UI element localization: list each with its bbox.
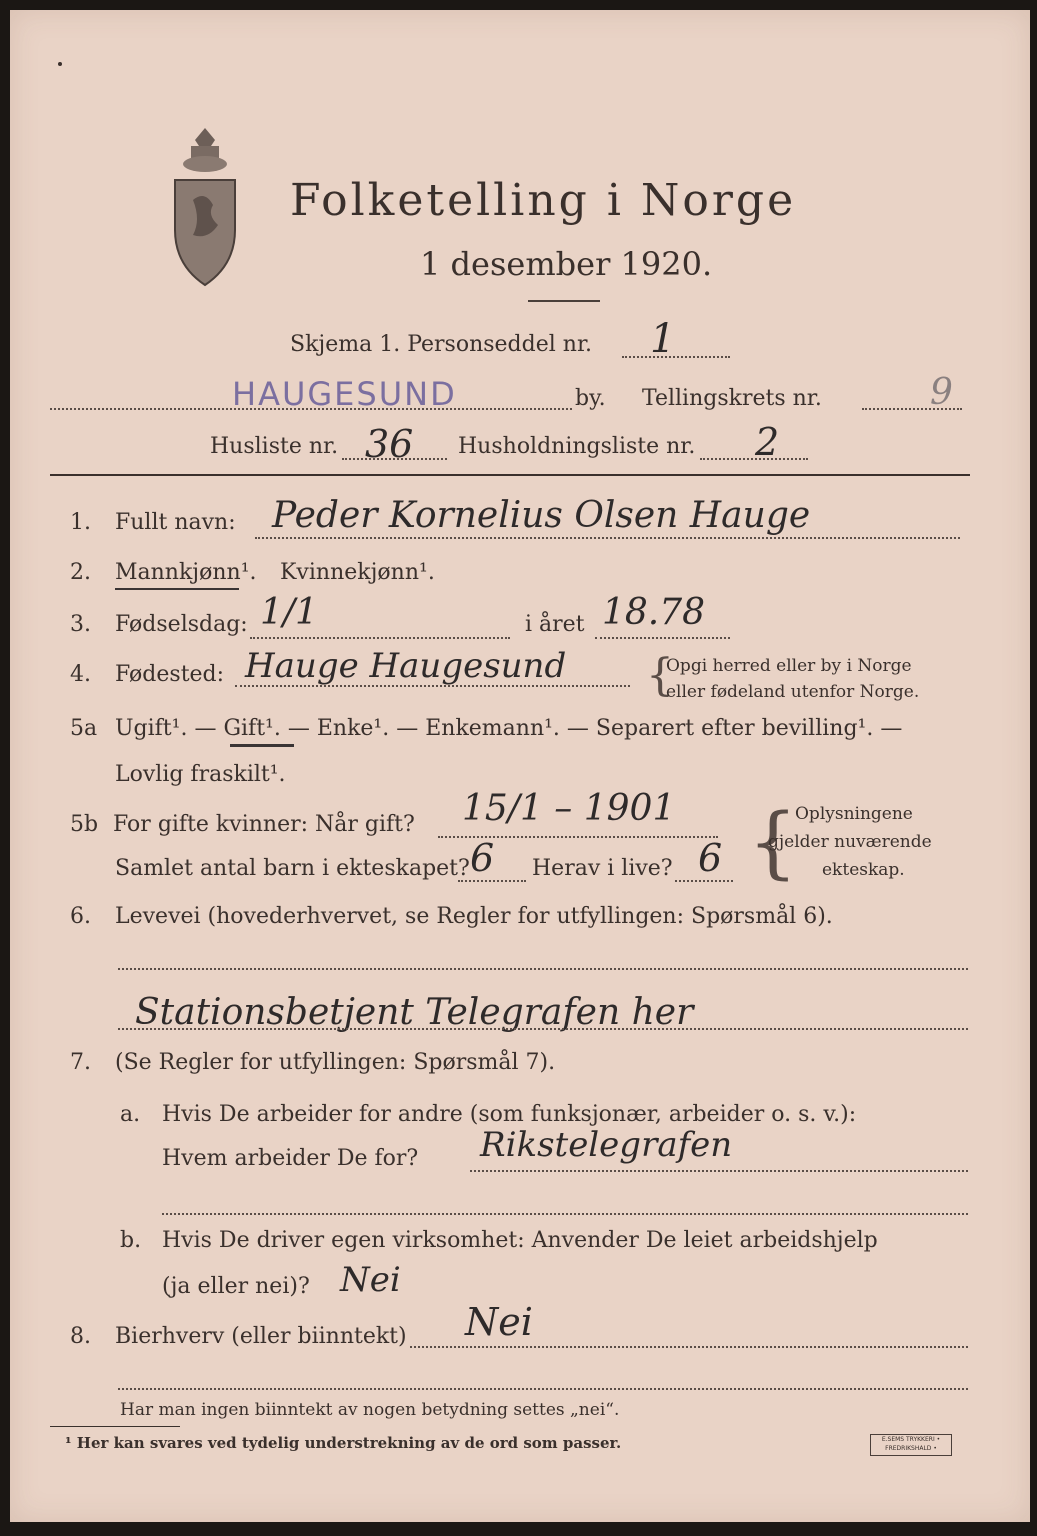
q4-note-line2: eller fødeland utenfor Norge. xyxy=(666,682,920,702)
side-income-field[interactable] xyxy=(410,1346,968,1348)
census-date: 1 desember 1920. xyxy=(420,245,713,283)
occupation-field-line1[interactable] xyxy=(118,968,968,970)
sex-male-option[interactable]: Mannkjønn¹. xyxy=(115,560,257,585)
birthday-field[interactable] xyxy=(250,637,510,639)
hired-help-value: Nei xyxy=(340,1260,401,1300)
tellingskrets-label: Tellingskrets nr. xyxy=(642,386,822,411)
q6-label: Levevei (hovederhvervet, se Regler for utfyllingen: Spørsmål 6). xyxy=(115,904,833,929)
q5a-number: 5a xyxy=(70,716,98,741)
q5b-number: 5b xyxy=(70,812,99,837)
q8-label: Bierhverv (eller biinntekt) xyxy=(115,1324,407,1349)
header-rule xyxy=(50,474,970,476)
marital-status-divorced[interactable]: Lovlig fraskilt¹. xyxy=(115,762,286,787)
husliste-label: Husliste nr. xyxy=(210,434,339,459)
husliste-value: 36 xyxy=(365,422,414,466)
census-form xyxy=(10,10,1030,1522)
children-field[interactable] xyxy=(458,880,526,882)
full-name-value: Peder Kornelius Olsen Hauge xyxy=(272,495,811,536)
occupation-field-line2[interactable] xyxy=(118,1028,968,1030)
q4-note-line1: Opgi herred eller by i Norge xyxy=(666,656,912,676)
q5b-note-line2: gjelder nuværende xyxy=(768,832,932,852)
printer-mark: E.SEMS TRYKKERI • FREDRIKSHALD • xyxy=(870,1434,952,1456)
q2-number: 2. xyxy=(70,560,91,585)
q1-number: 1. xyxy=(70,510,91,535)
employer-field-line2[interactable] xyxy=(162,1213,968,1215)
married-date-value: 15/1 – 1901 xyxy=(462,788,676,829)
q7b-line1: Hvis De driver egen virksomhet: Anvender De leiet arbeidshjelp xyxy=(162,1228,878,1253)
q5b-label: For gifte kvinner: Når gift? xyxy=(113,812,415,837)
children-label: Samlet antal barn i ekteskapet? xyxy=(115,856,470,881)
year-label: i året xyxy=(525,612,585,637)
birthday-value: 1/1 xyxy=(260,592,318,633)
q7b-line2: (ja eller nei)? xyxy=(162,1274,310,1299)
footnote-rule xyxy=(50,1426,180,1427)
q8-note: Har man ingen biinntekt av nogen betydning settes „nei“. xyxy=(120,1400,620,1420)
children-value: 6 xyxy=(470,836,495,880)
side-income-value: Nei xyxy=(465,1300,533,1344)
q7b-letter: b. xyxy=(120,1228,142,1253)
husholdning-label: Husholdningsliste nr. xyxy=(458,434,696,459)
q5b-brace: { xyxy=(748,798,798,888)
place-stamp: HAUGESUND xyxy=(232,375,457,413)
q7a-letter: a. xyxy=(120,1102,141,1127)
form-title: Folketelling i Norge xyxy=(290,175,797,226)
q4-brace: { xyxy=(646,650,674,701)
birth-year-value: 18.78 xyxy=(602,592,706,633)
q7-label: (Se Regler for utfyllingen: Spørsmål 7). xyxy=(115,1050,556,1075)
q3-label: Fødselsdag: xyxy=(115,612,248,637)
q3-number: 3. xyxy=(70,612,91,637)
occupation-value: Stationsbetjent Telegrafen her xyxy=(135,992,694,1033)
ink-speck xyxy=(58,62,62,66)
employer-field[interactable] xyxy=(470,1170,968,1172)
full-name-field[interactable] xyxy=(255,537,960,539)
tellingskrets-value: 9 xyxy=(930,372,953,413)
personseddel-field[interactable] xyxy=(622,356,730,358)
skjema-label: Skjema 1. Personseddel nr. xyxy=(290,332,593,357)
q1-label: Fullt navn: xyxy=(115,510,236,535)
alive-field[interactable] xyxy=(675,880,733,882)
q7a-line2: Hvem arbeider De for? xyxy=(162,1146,419,1171)
gift-underline xyxy=(230,744,294,747)
marital-status-options[interactable]: Ugift¹. — Gift¹. — Enke¹. — Enkemann¹. — Separert efter bevilling¹. — xyxy=(115,716,903,741)
husholdning-value: 2 xyxy=(755,420,780,464)
q5b-note-line3: ekteskap. xyxy=(822,860,905,880)
alive-label: Herav i live? xyxy=(532,856,673,881)
side-income-field-line2[interactable] xyxy=(118,1388,968,1390)
title-divider xyxy=(528,300,600,302)
alive-value: 6 xyxy=(698,836,723,880)
employer-value: Rikstelegrafen xyxy=(480,1125,733,1165)
male-underline xyxy=(115,588,239,590)
by-label: by. xyxy=(575,386,606,411)
sex-female-option[interactable]: Kvinnekjønn¹. xyxy=(280,560,435,585)
q8-number: 8. xyxy=(70,1324,91,1349)
q7-number: 7. xyxy=(70,1050,91,1075)
q5b-note-line1: Oplysningene xyxy=(795,804,913,824)
husholdning-field[interactable] xyxy=(700,458,808,460)
birth-year-field[interactable] xyxy=(595,637,730,639)
birthplace-value: Hauge Haugesund xyxy=(245,646,567,686)
q6-number: 6. xyxy=(70,904,91,929)
q4-number: 4. xyxy=(70,662,91,687)
personseddel-value: 1 xyxy=(650,316,676,362)
norway-coat-of-arms-icon xyxy=(165,120,245,290)
footnote-text: ¹ Her kan svares ved tydelig understrekning av de ord som passer. xyxy=(65,1434,622,1452)
q7a-line1: Hvis De arbeider for andre (som funksjonær, arbeider o. s. v.): xyxy=(162,1102,857,1127)
q4-label: Fødested: xyxy=(115,662,225,687)
